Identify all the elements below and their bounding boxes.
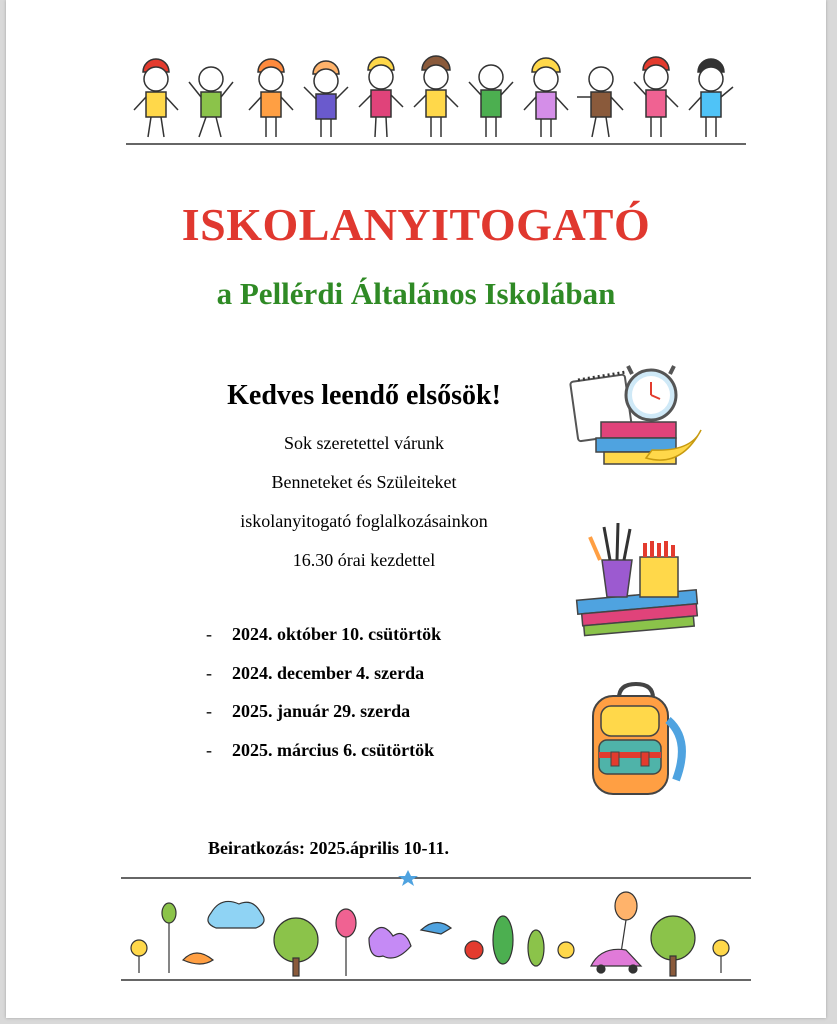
- date-item: [206, 663, 566, 702]
- list-dash: -: [206, 701, 212, 721]
- greeting-heading: Kedves leendő elsősök!: [227, 380, 501, 411]
- date-item: [206, 740, 566, 779]
- list-dash: -: [206, 662, 212, 683]
- intro-line: Sok szeretettel várunk: [284, 433, 444, 453]
- date-item: [206, 701, 566, 740]
- intro-line: iskolanyitogató foglalkozásainkon: [240, 511, 488, 531]
- date-item: [206, 624, 566, 663]
- pencils-books-icon: [572, 515, 702, 640]
- intro-line: 16.30 órai kezdettel: [292, 550, 436, 570]
- clock-books-banana-icon: [566, 350, 706, 470]
- list-dash: -: [206, 739, 212, 760]
- date-text: 2025. március 6. csütörtök: [232, 739, 435, 760]
- list-dash: -: [206, 624, 212, 644]
- flyer-page: [6, 0, 826, 1018]
- date-text: 2024. december 4. szerda: [232, 662, 425, 683]
- garden-banner: [121, 868, 751, 988]
- date-text: 2025. január 29. szerda: [232, 701, 411, 721]
- children-banner: [126, 52, 746, 152]
- dates-list: [206, 624, 566, 778]
- school-subtitle: a Pellérdi Általános Iskolában: [216, 276, 616, 311]
- intro-line: Benneteket és Szüleiteket: [271, 472, 457, 492]
- page-title: ISKOLANYITOGATÓ: [181, 199, 651, 250]
- backpack-icon: [581, 680, 696, 800]
- date-text: 2024. október 10. csütörtök: [232, 624, 442, 644]
- enrollment-info: Beiratkozás: 2025.április 10-11.: [208, 838, 449, 858]
